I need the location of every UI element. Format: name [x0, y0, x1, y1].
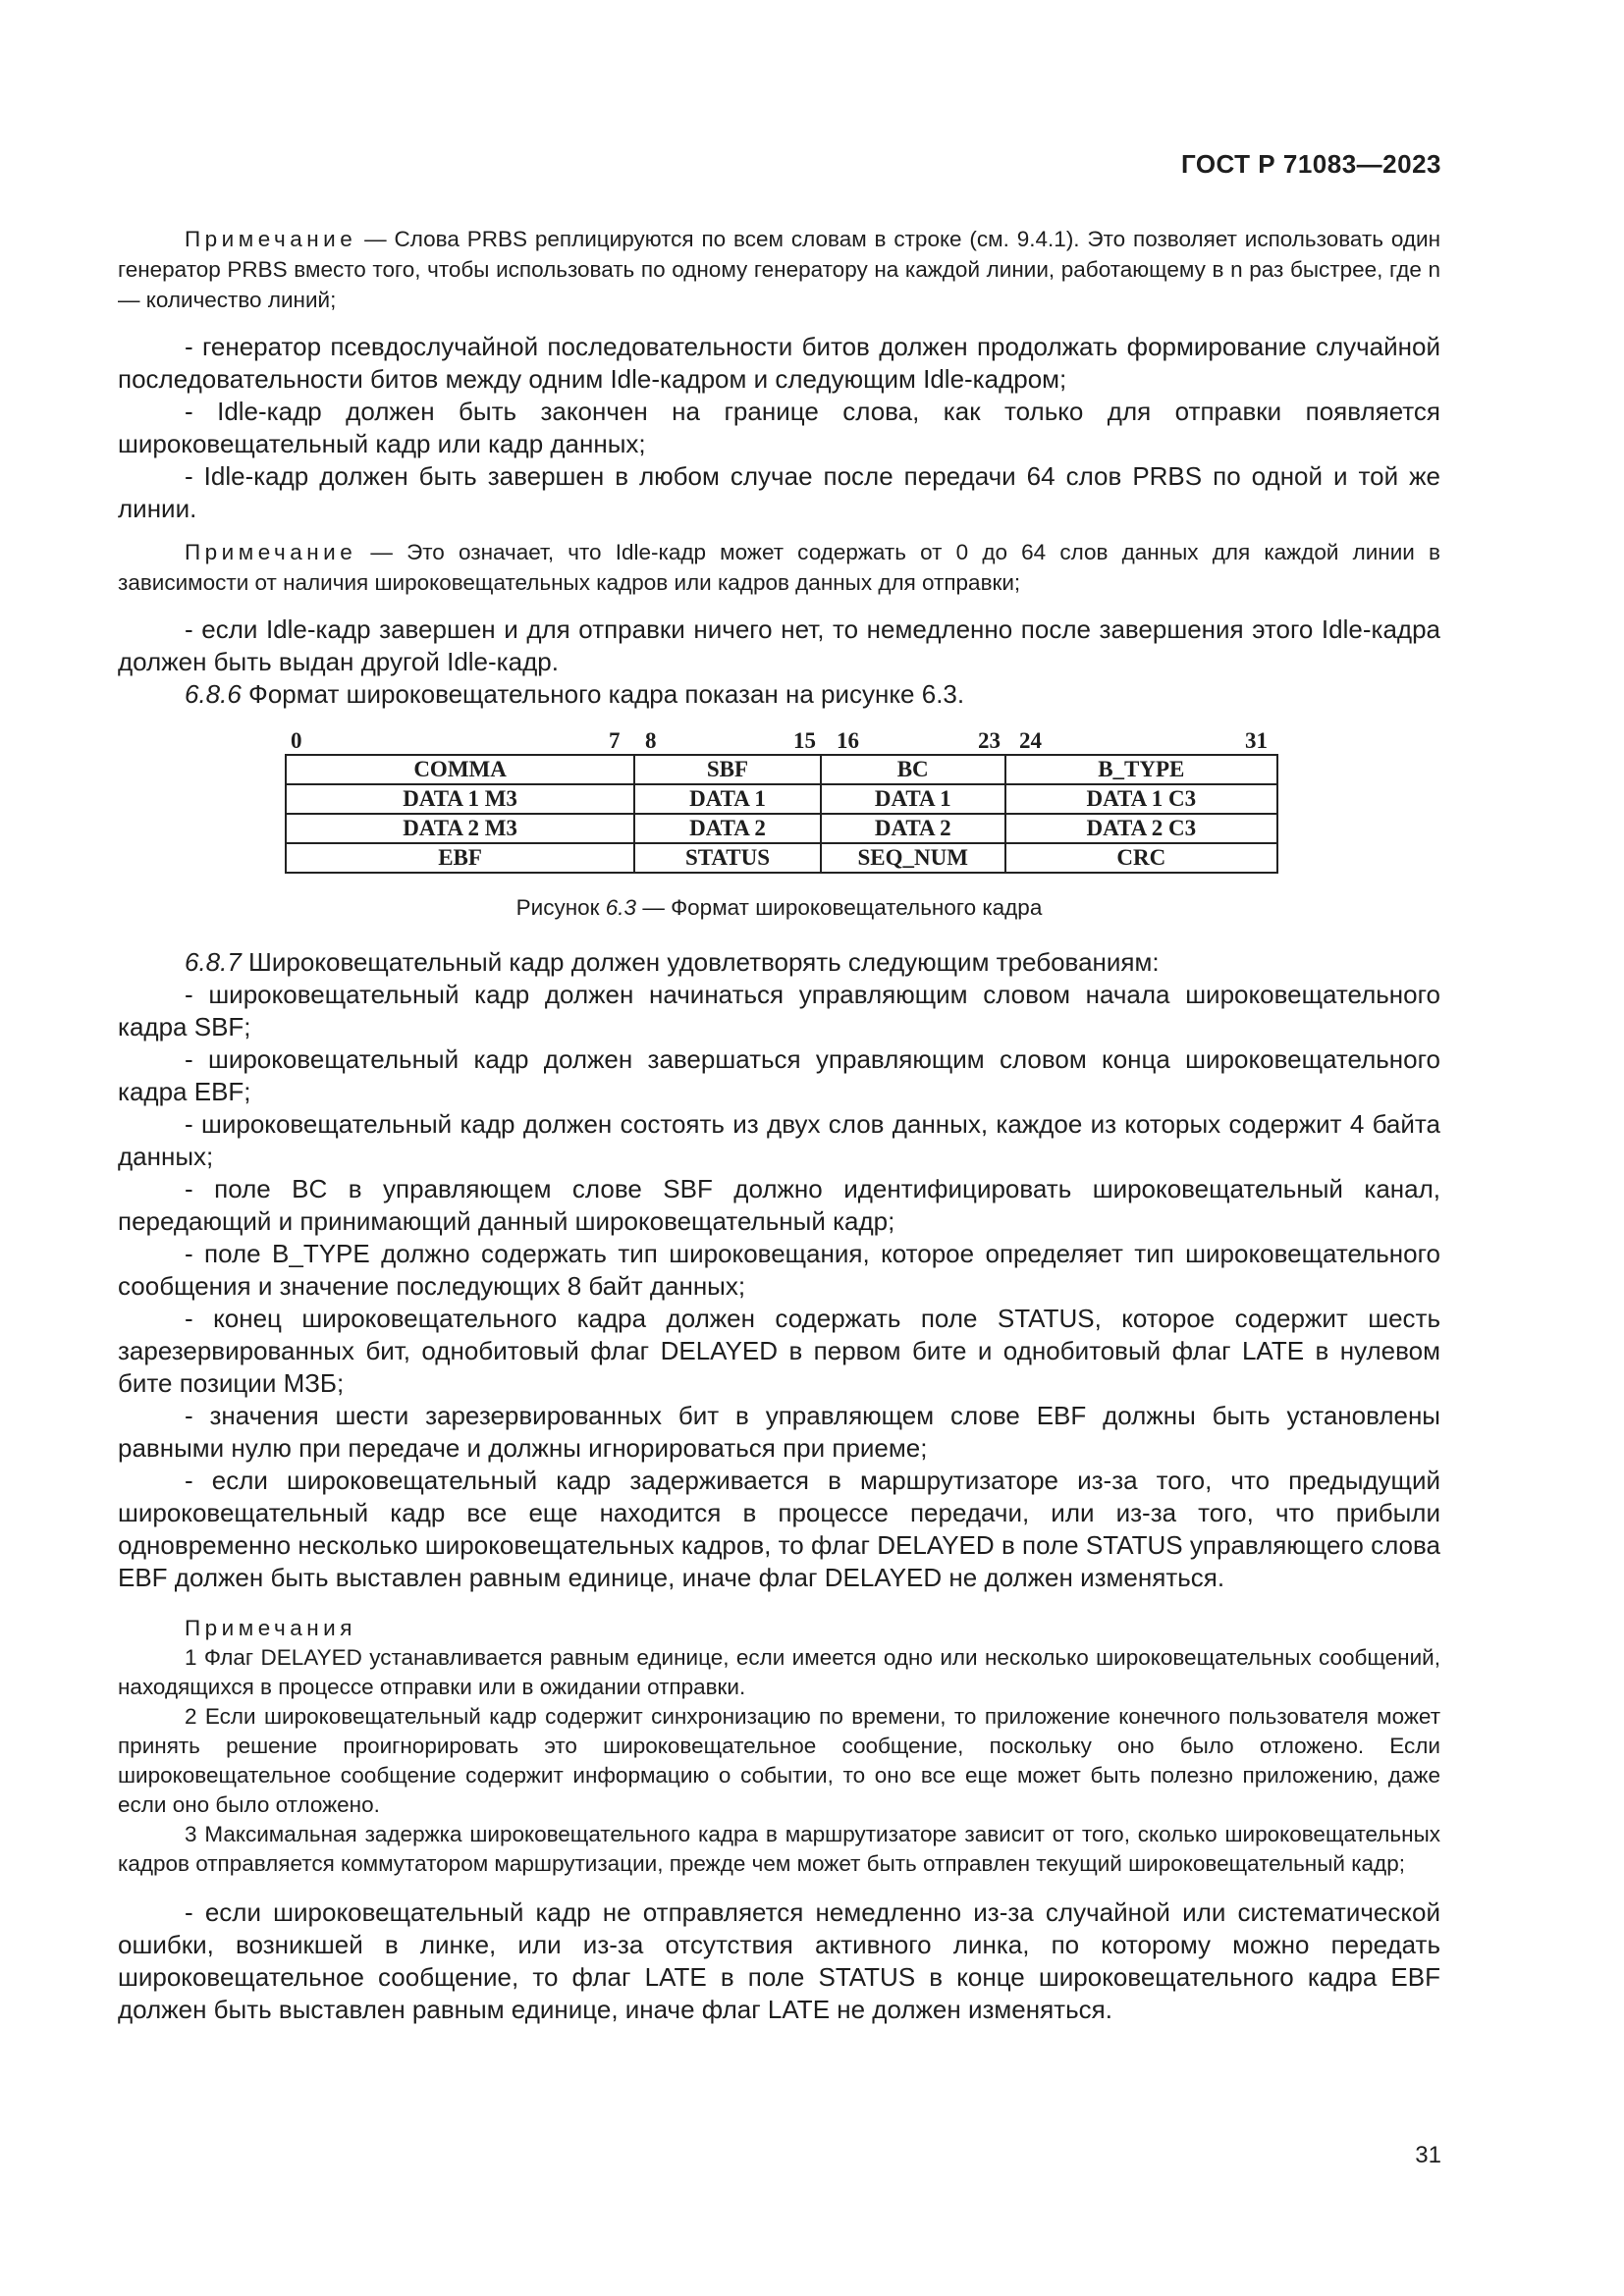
table-cell: DATA 2 — [634, 814, 821, 843]
table-cell: COMMA — [286, 755, 634, 784]
table-cell: DATA 2 — [821, 814, 1005, 843]
list-item: - если Idle-кадр завершен и для отправки ничего нет, то немедленно после завершения этого Idle-кадра должен быть выдан другой Idle-кадр. — [118, 614, 1440, 676]
list-item: - если широковещательный кадр не отправляется немедленно из-за случайной или систематической ошибки, возникшей в линке, или из-за отсутствия активного линка, по которому можно передать широковещательное сообщение, то флаг LATE в поле STATUS в конце широковещательного кадра EBF должен быть выставлен равным единице, иначе флаг LATE не должен изменяться. — [118, 1897, 1440, 2024]
list-item: - если широковещательный кадр задерживается в маршрутизаторе из-за того, что предыдущий широковещательный кадр все еще находится в процессе передачи, или из-за того, что прибыли одновременно несколько широковещательных кадров, то флаг DELAYED в поле STATUS управляющего слова EBF должен быть выставлен равным единице, иначе флаг DELAYED не должен изменяться. — [118, 1466, 1440, 1592]
list-item: - поле B_TYPE должно содержать тип широковещания, которое определяет тип широковещательного сообщения и значение последующих 8 байт данных; — [118, 1239, 1440, 1301]
list-item: - Idle-кадр должен быть завершен в любом случае после передачи 64 слов PRBS по одной и той же линии. — [118, 461, 1440, 523]
table-cell: DATA 1 — [821, 784, 1005, 814]
section-text: Формат широковещательного кадра показан на рисунке 6.3. — [241, 679, 965, 709]
bit-scale — [285, 728, 1278, 754]
note-item: 1 Флаг DELAYED устанавливается равным единице, если имеется одно или несколько широковещательных сообщений, находящихся в процессе отправки или в ожидании отправки. — [118, 1645, 1440, 1699]
caption-number: 6.3 — [605, 895, 637, 920]
table-cell: EBF — [286, 843, 634, 873]
bit-label: 8 — [645, 728, 657, 753]
section-number: 6.8.6 — [185, 679, 242, 709]
section-6-8-7 — [118, 946, 1440, 979]
table-row — [286, 814, 1277, 843]
list-item: - широковещательный кадр должен завершаться управляющим словом конца широковещательного кадра EBF; — [118, 1044, 1440, 1106]
table-cell: DATA 2 M3 — [286, 814, 634, 843]
table-cell: BC — [821, 755, 1005, 784]
table-cell: B_TYPE — [1005, 755, 1277, 784]
note-item: 3 Максимальная задержка широковещательного кадра в маршрутизаторе зависит от того, сколько широковещательных кадров отправляется коммутатором маршрутизации, прежде чем может быть отправлен текущий широковещательный кадр; — [118, 1822, 1440, 1876]
broadcast-frame-table — [285, 754, 1278, 874]
note-label: Примечание — [185, 227, 357, 251]
table-cell: SEQ_NUM — [821, 843, 1005, 873]
bit-label: 15 — [793, 728, 816, 753]
section-6-8-6 — [118, 678, 1440, 711]
note-item: 2 Если широковещательный кадр содержит синхронизацию по времени, то приложение конечного пользователя может принять решение проигнорировать это широковещательное сообщение, поскольку оно было отложено. Если широковещательное сообщение содержит информацию о событии, то оно все еще может быть полезно приложению, даже если оно было отложено. — [118, 1704, 1440, 1817]
section-text: Широковещательный кадр должен удовлетворять следующим требованиям: — [241, 947, 1160, 977]
section-number: 6.8.7 — [185, 947, 242, 977]
list-item: - значения шести зарезервированных бит в управляющем слове EBF должны быть установлены равными нулю при передаче и должны игнорироваться при приеме; — [118, 1401, 1440, 1463]
note-label: Примечание — [185, 540, 357, 564]
list-item: - Idle-кадр должен быть закончен на границе слова, как только для отправки появляется широковещательный кадр или кадр данных; — [118, 397, 1440, 458]
note-text: — Слова PRBS реплицируются по всем словам в строке (см. 9.4.1). Это позволяет использовать один генератор PRBS вместо того, чтобы использовать по одному генератору на каждой линии, работающему в n раз быстрее, где n — количество линий; — [118, 227, 1440, 312]
list-item: - широковещательный кадр должен начинаться управляющим словом начала широковещательного кадра SBF; — [118, 980, 1440, 1041]
list-item: - поле BC в управляющем слове SBF должно идентифицировать широковещательный канал, передающий и принимающий данный широковещательный кадр; — [118, 1174, 1440, 1236]
list-item: - генератор псевдослучайной последовательности битов должен продолжать формирование случайной последовательности битов между одним Idle-кадром и следующим Idle-кадром; — [118, 332, 1440, 394]
page-number: 31 — [1415, 2142, 1441, 2168]
table-cell: SBF — [634, 755, 821, 784]
bit-label: 16 — [837, 728, 859, 753]
table-cell: DATA 2 C3 — [1005, 814, 1277, 843]
figure-caption — [118, 895, 1440, 921]
bit-label: 23 — [978, 728, 1001, 753]
table-cell: DATA 1 C3 — [1005, 784, 1277, 814]
table-cell: DATA 1 — [634, 784, 821, 814]
document-header: ГОСТ Р 71083—2023 — [1180, 149, 1441, 179]
bit-label: 31 — [1245, 728, 1268, 753]
note-2 — [118, 537, 1440, 598]
page-body — [118, 224, 1440, 2026]
bit-label: 7 — [609, 728, 621, 753]
table-cell: DATA 1 M3 — [286, 784, 634, 814]
caption-prefix: Рисунок — [515, 895, 606, 920]
caption-text: — Формат широковещательного кадра — [636, 895, 1043, 920]
table-row — [286, 784, 1277, 814]
bit-label: 0 — [291, 728, 302, 753]
note-1 — [118, 224, 1440, 315]
notes-heading: Примечания — [185, 1616, 356, 1640]
table-row — [286, 843, 1277, 873]
table-cell: CRC — [1005, 843, 1277, 873]
bit-label: 24 — [1019, 728, 1042, 753]
table-row — [286, 755, 1277, 784]
list-item: - широковещательный кадр должен состоять из двух слов данных, каждое из которых содержит 4 байта данных; — [118, 1109, 1440, 1171]
table-cell: STATUS — [634, 843, 821, 873]
list-item: - конец широковещательного кадра должен содержать поле STATUS, которое содержит шесть зарезервированных бит, однобитовый флаг DELAYED в первом бите и однобитовый флаг LATE в нулевом бите позиции МЗБ; — [118, 1304, 1440, 1398]
figure-6-3 — [118, 728, 1440, 921]
note-text: — Это означает, что Idle-кадр может содержать от 0 до 64 слов данных для каждой линии в зависимости от наличия широковещательных кадров или кадров данных для отправки; — [118, 540, 1440, 595]
